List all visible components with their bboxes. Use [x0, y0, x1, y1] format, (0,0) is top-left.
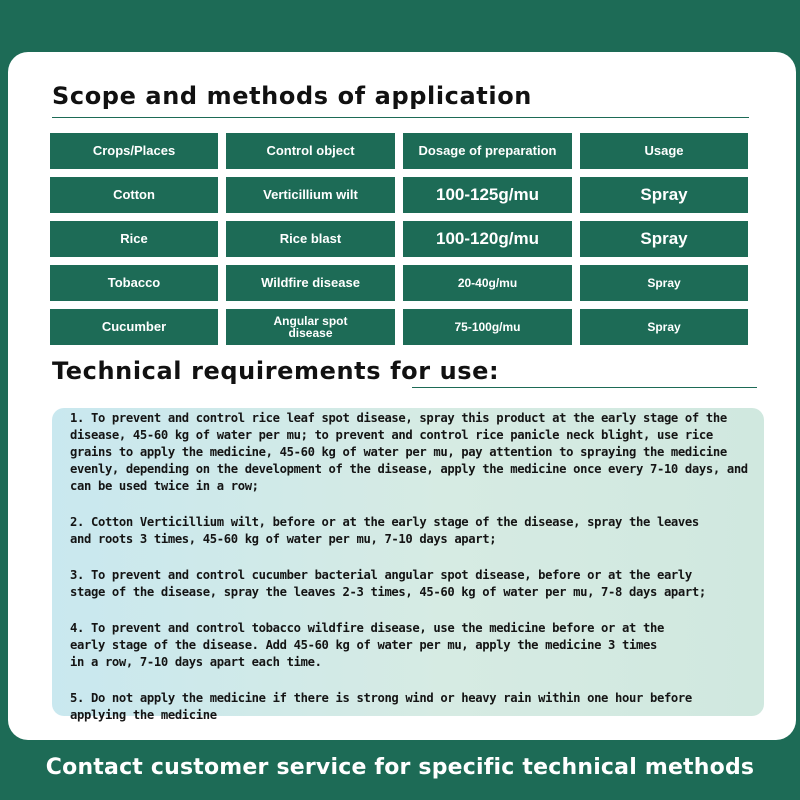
requirement-item: 1. To prevent and control rice leaf spot disease, spray this product at the early stage of the disease, 45-60 kg of water per mu; to prevent and control rice panicle neck blight, use rice grains to apply the medicine, 45-60 kg of water per mu, pay attention to spraying the medicine evenly, depending on the development of the disease, apply the medicine once every 7-10 days, and can be used twice in a row; — [70, 411, 748, 493]
table-cell-crop: Tobacco — [50, 265, 218, 301]
requirement-item: 5. Do not apply the medicine if there is strong wind or heavy rain within one hour before applying the medicine — [70, 691, 692, 722]
footer-contact-text: Contact customer service for specific technical methods — [45, 755, 755, 780]
table-cell-control: Rice blast — [226, 221, 395, 257]
table-cell-control: Wildfire disease — [226, 265, 395, 301]
requirement-item: 2. Cotton Verticillium wilt, before or at the early stage of the disease, spray the leaves and roots 3 times, 45-60 kg of water per mu, 7-10 days apart; — [70, 515, 699, 546]
table-header-control: Control object — [226, 133, 395, 169]
requirements-box — [52, 408, 764, 722]
table-cell-usage: Spray — [580, 309, 748, 345]
requirement-item: 4. To prevent and control tobacco wildfire disease, use the medicine before or at the early stage of the disease. Add 45-60 kg of water per mu, apply the medicine 3 times in a row, 7-10 days apart each time. — [70, 621, 664, 669]
section-title-technical: Technical requirements for use: — [52, 357, 500, 385]
table-cell-crop: Rice — [50, 221, 218, 257]
section-title-scope: Scope and methods of application — [52, 82, 532, 110]
table-cell-crop: Cucumber — [50, 309, 218, 345]
table-cell-crop: Cotton — [50, 177, 218, 213]
table-header-crops: Crops/Places — [50, 133, 218, 169]
title-underline — [412, 387, 757, 388]
table-cell-dosage: 100-120g/mu — [403, 221, 572, 257]
table-cell-dosage: 75-100g/mu — [403, 309, 572, 345]
table-cell-usage: Spray — [580, 265, 748, 301]
table-cell-usage: Spray — [580, 221, 748, 257]
table-cell-usage: Spray — [580, 177, 748, 213]
table-header-dosage: Dosage of preparation — [403, 133, 572, 169]
title-underline — [52, 117, 749, 118]
table-cell-control: Verticillium wilt — [226, 177, 395, 213]
table-cell-dosage: 20-40g/mu — [403, 265, 572, 301]
table-cell-dosage: 100-125g/mu — [403, 177, 572, 213]
table-cell-control: Angular spot disease — [226, 309, 395, 345]
requirement-item: 3. To prevent and control cucumber bacterial angular spot disease, before or at the early stage of the disease, spray the leaves 2-3 times, 45-60 kg of water per mu, 7-8 days apart; — [70, 568, 706, 599]
table-header-usage: Usage — [580, 133, 748, 169]
